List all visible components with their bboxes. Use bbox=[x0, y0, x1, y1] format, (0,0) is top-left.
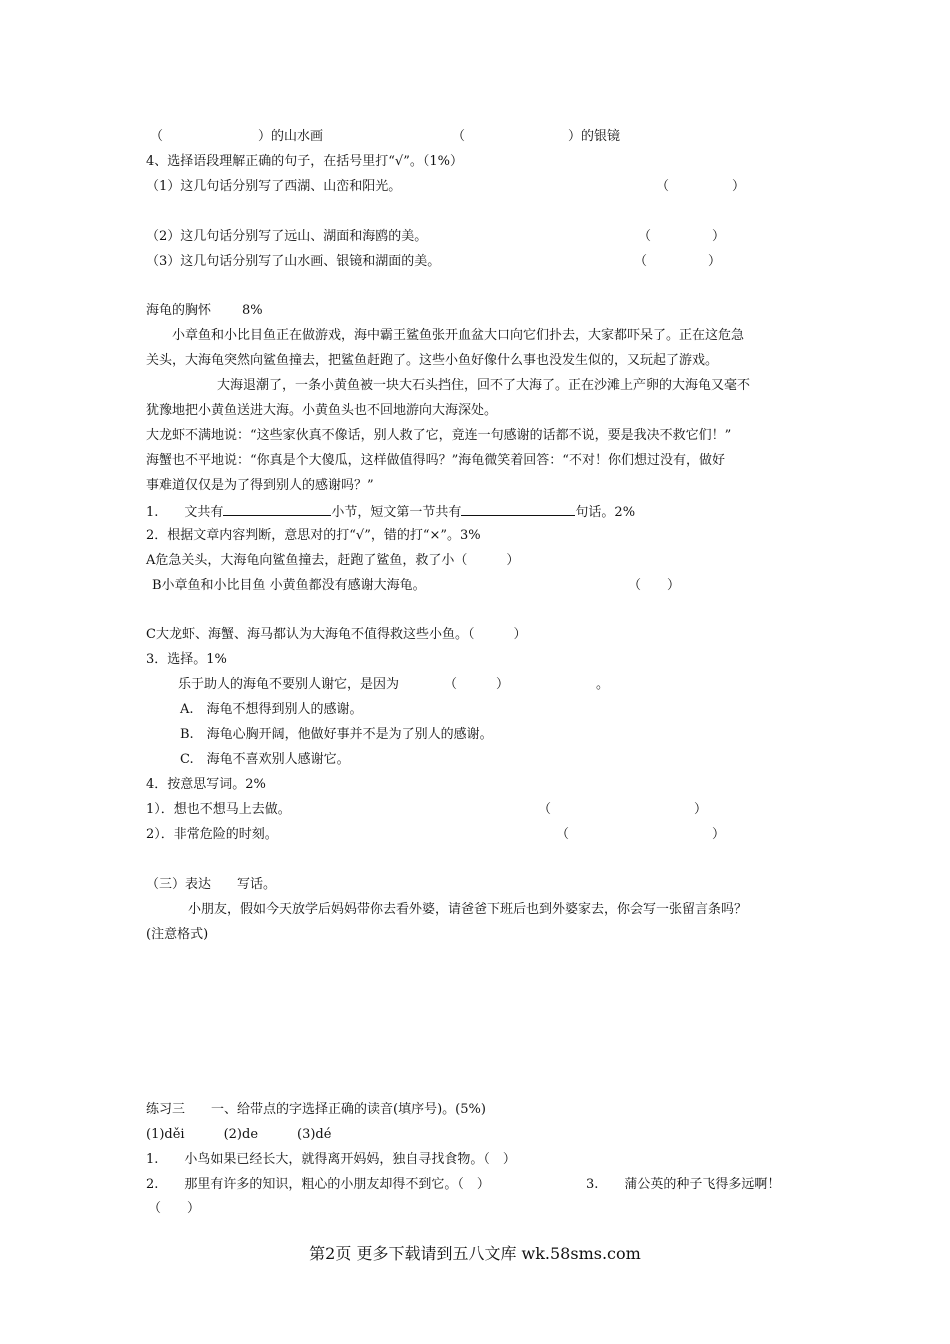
answer-blank-sentences[interactable] bbox=[461, 502, 575, 516]
passage-p3-line1: 大龙虾不满地说：“这些家伙真不像话，别人救了它，竟连一句感谢的话都不说，要是我决不救它们！” bbox=[146, 428, 732, 443]
passage-q3-end: 。 bbox=[596, 677, 610, 692]
q4-title: 4、选择语段理解正确的句子，在括号里打“√”。（1%） bbox=[146, 154, 463, 169]
express-prompt-line1: 小朋友，假如今天放学后妈妈带你去看外婆，请爸爸下班后也到外婆家去，你会写一张留言条吗？ bbox=[188, 902, 748, 917]
q4-option-1-paren-left: （ bbox=[656, 179, 670, 194]
passage-q4-item-2: 2）．非常危险的时刻。 bbox=[146, 827, 278, 842]
q4-option-3-paren-left: （ bbox=[634, 254, 648, 269]
passage-title: 海龟的胸怀 bbox=[146, 303, 212, 318]
paren-open-1: （ bbox=[150, 129, 164, 144]
passage-q4-item-2-paren: （ ） bbox=[556, 827, 726, 842]
passage-p3-line3: 事难道仅仅是为了得到别人的感谢吗？” bbox=[146, 478, 374, 493]
passage-p1-line2: 关头，大海龟突然向鲨鱼撞去，把鲨鱼赶跑了。这些小鱼好像什么事也没发生似的，又玩起了游戏。 bbox=[146, 353, 719, 368]
passage-q3-stem: 乐于助人的海龟不要别人谢它，是因为 bbox=[178, 677, 400, 692]
express-title: （三）表达 写话。 bbox=[146, 877, 277, 892]
passage-q2-option-a: A危急关头，大海龟向鲨鱼撞去，赶跑了鲨鱼，救了小（ ） bbox=[146, 553, 520, 568]
exercise3-sentence-1: 1. 小鸟如果已经长大，就得离开妈妈，独自寻找食物。（ ） bbox=[146, 1152, 516, 1167]
passage-q1-part-c: 句话。2% bbox=[575, 505, 636, 520]
passage-score: 8% bbox=[242, 303, 263, 318]
passage-q4-item-1-paren: （ ） bbox=[538, 802, 708, 817]
passage-q3-option-c: C. 海龟不喜欢别人感谢它。 bbox=[180, 752, 350, 767]
passage-q1-part-a: 1. 文共有 bbox=[146, 505, 224, 520]
q4-option-1-paren-right: ） bbox=[732, 179, 746, 194]
q4-option-1: （1）这几句话分别写了西湖、山峦和阳光。 bbox=[146, 179, 402, 194]
answer-blank-sections[interactable] bbox=[223, 502, 331, 516]
passage-p2-line2: 犹豫地把小黄鱼送进大海。小黄鱼头也不回地游向大海深处。 bbox=[146, 403, 498, 418]
exercise3-title: 练习三 一、给带点的字选择正确的读音(填序号)。(5%) bbox=[146, 1102, 486, 1117]
passage-q3-option-a: A. 海龟不想得到别人的感谢。 bbox=[180, 702, 363, 717]
exercise3-sentence-3-paren: （ ） bbox=[148, 1201, 201, 1216]
passage-q1-part-b: 小节，短文第一节共有 bbox=[331, 505, 462, 520]
passage-q2-option-b-paren: （ ） bbox=[628, 578, 681, 593]
exercise3-sentence-2: 2. 那里有许多的知识，粗心的小朋友却得不到它。（ ） bbox=[146, 1177, 490, 1192]
passage-q4-title: 4．按意思写词。2% bbox=[146, 777, 266, 792]
passage-q2-title: 2．根据文章内容判断，意思对的打“√”，错的打“×”。3% bbox=[146, 528, 481, 543]
paren-open-2: （ bbox=[452, 129, 466, 144]
top-item-1: ）的山水画 bbox=[258, 129, 324, 144]
passage-q3-option-b: B. 海龟心胸开阔，他做好事并不是为了别人的感谢。 bbox=[180, 727, 493, 742]
top-item-2: ）的银镜 bbox=[568, 129, 621, 144]
q4-option-2-paren-right: ） bbox=[712, 229, 726, 244]
passage-q4-item-1: 1）．想也不想马上去做。 bbox=[146, 802, 291, 817]
passage-q3-paren: （ ） bbox=[444, 677, 510, 692]
passage-q1 bbox=[146, 502, 635, 522]
passage-p1-line1: 小章鱼和小比目鱼正在做游戏，海中霸王鲨鱼张开血盆大口向它们扑去，大家都吓呆了。正在这危急 bbox=[172, 328, 745, 343]
page-footer: 第2页 更多下载请到五八文库 wk.58sms.com bbox=[309, 1244, 641, 1263]
passage-p3-line2: 海蟹也不平地说：“你真是个大傻瓜，这样做值得吗？”海龟微笑着回答：“不对！你们想过没有，做好 bbox=[146, 453, 725, 468]
passage-p2-line1: 大海退潮了，一条小黄鱼被一块大石头挡住，回不了大海了。正在沙滩上产卵的大海龟又毫不 bbox=[217, 378, 751, 393]
passage-q2-option-c: C大龙虾、海蟹、海马都认为大海龟不值得救这些小鱼。（ ） bbox=[146, 627, 527, 642]
passage-q3-title: 3．选择。1% bbox=[146, 652, 227, 667]
express-prompt-line2: (注意格式) bbox=[146, 927, 209, 942]
q4-option-3: （3）这几句话分别写了山水画、银镜和湖面的美。 bbox=[146, 254, 441, 269]
exercise3-sentence-3: 3. 蒲公英的种子飞得多远啊！ bbox=[586, 1177, 781, 1192]
q4-option-3-paren-right: ） bbox=[708, 254, 722, 269]
passage-q2-option-b: B小章鱼和小比目鱼 小黄鱼都没有感谢大海龟。 bbox=[152, 578, 426, 593]
exercise3-readings: (1)děi (2)de (3)dé bbox=[146, 1127, 332, 1142]
q4-option-2-paren-left: （ bbox=[638, 229, 652, 244]
q4-option-2: （2）这几句话分别写了远山、湖面和海鸥的美。 bbox=[146, 229, 428, 244]
